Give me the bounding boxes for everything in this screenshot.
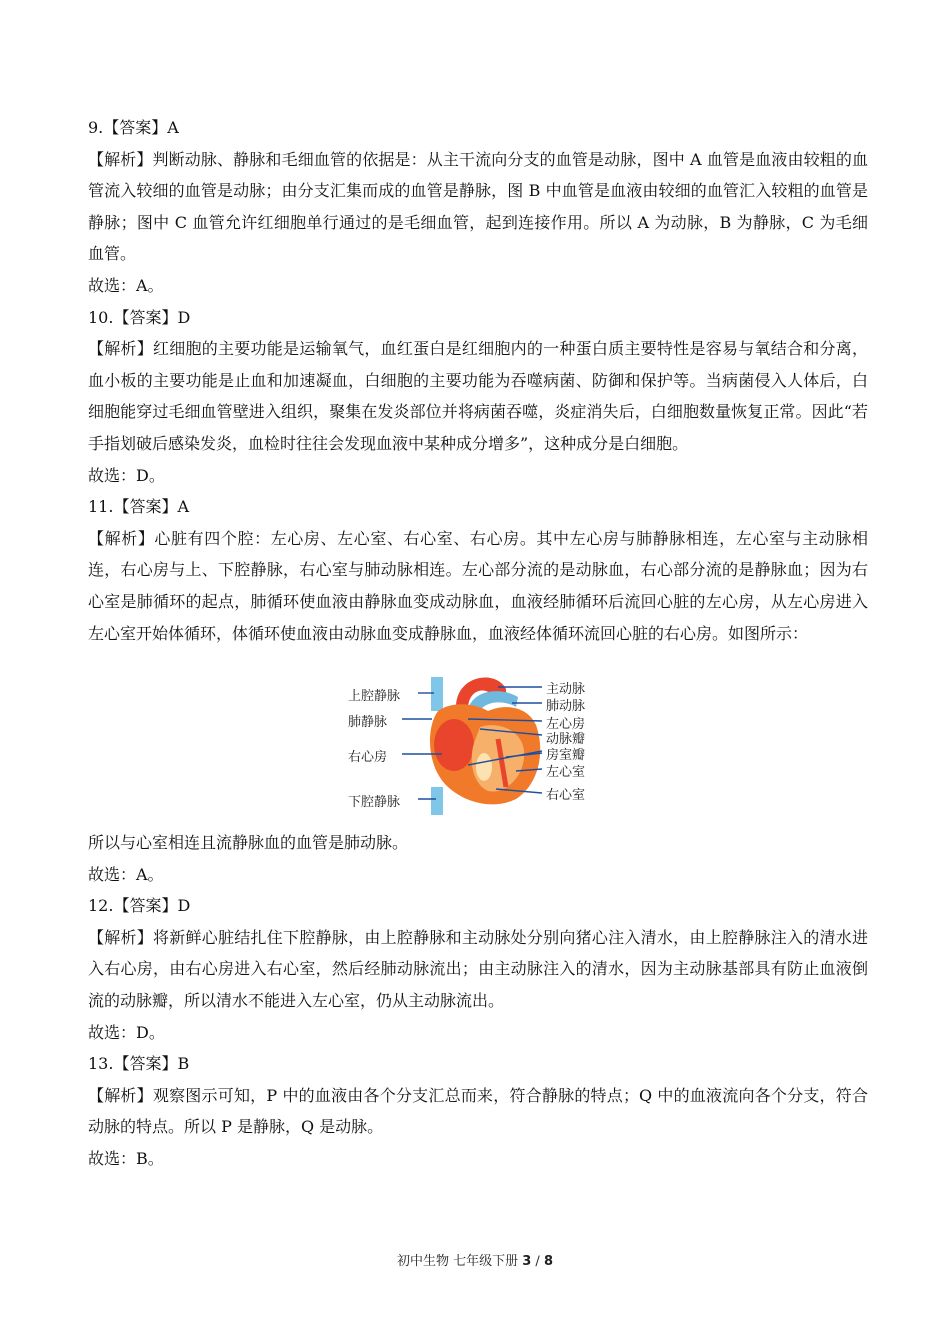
label-pv: 肺静脉: [348, 715, 388, 731]
superior-vena-cava-shape: [431, 677, 443, 711]
inferior-vena-cava-shape: [431, 787, 443, 815]
q10-choice: 故选：D。: [88, 465, 165, 485]
q11-choice: 故选：A。: [88, 864, 164, 884]
label-avv: 房室瓣: [546, 748, 586, 764]
q12-answer: 12.【答案】D: [88, 896, 191, 916]
right-atrium-shape: [434, 719, 474, 771]
q13-choice: 故选：B。: [88, 1149, 164, 1169]
label-ivc: 下腔静脉: [348, 795, 401, 811]
q12-choice: 故选：D。: [88, 1022, 165, 1042]
q10-analysis: 【解析】红细胞的主要功能是运输氧气，血红蛋白是红细胞内的一种蛋白质主要特性是容易与氧结合和分离，血小板的主要功能是止血和加速凝血，白细胞的主要功能为吞噬病菌、防御和保护等。当病菌侵入人体后，白细胞能穿过毛细血管壁进入组织，聚集在发炎部位并将病菌吞噬，炎症消失后，白细胞数量恢复正常。因此“若手指划破后感染发炎，血检时往往会发现血液中某种成分增多”，这种成分是白细胞。: [88, 339, 868, 453]
page-footer: [0, 1250, 950, 1269]
q13-answer: 13.【答案】B: [88, 1054, 190, 1074]
q13-analysis: 【解析】观察图示可知，P 中的血液由各个分支汇总而来，符合静脉的特点；Q 中的血液流向各个分支，符合动脉的特点。所以 P 是静脉，Q 是动脉。: [88, 1085, 868, 1137]
label-lv: 左心室: [546, 765, 586, 781]
heart-diagram: [348, 667, 616, 817]
footer-total: 8: [543, 1254, 553, 1269]
q9-analysis: 【解析】判断动脉、静脉和毛细血管的依据是：从主干流向分支的血管是动脉，图中 A 血管是血液由较粗的血管流入较细的血管是动脉；由分支汇集而成的血管是静脉，图 B 中血管是血液由较细的血管汇入较粗的血管是静脉；图中 C 血管允许红细胞单行通过的是毛细血管，起到连接作用。所以 A 为动脉，B 为静脉，C 为毛细血管。: [88, 149, 868, 264]
q12-analysis: 【解析】将新鲜心脏结扎住下腔静脉，由上腔静脉和主动脉处分别向猪心注入清水，由上腔静脉注入的清水进入右心房，由右心房进入右心室，然后经肺动脉流出；由主动脉注入的清水，因为主动脉基部具有防止血液倒流的动脉瓣，所以清水不能进入左心室，仍从主动脉流出。: [88, 927, 868, 1011]
valve-shape: [476, 753, 492, 781]
label-ra: 右心房: [348, 750, 388, 766]
q11-conclusion: 所以与心室相连且流静脉血的血管是肺动脉。: [88, 833, 409, 853]
q9-choice: 故选：A。: [88, 275, 164, 295]
answer-page: [88, 112, 868, 1175]
label-pa: 肺动脉: [546, 699, 586, 715]
label-la: 左心房: [546, 717, 586, 733]
q10-answer: 10.【答案】D: [88, 307, 191, 327]
q9-answer: 9.【答案】A: [88, 118, 179, 137]
label-aorta: 主动脉: [546, 682, 586, 698]
footer-title: 初中生物 七年级下册: [396, 1254, 523, 1269]
q11-analysis: 【解析】心脏有四个腔：左心房、左心室、右心室、右心房。其中左心房与肺静脉相连，左心室与主动脉相连，右心房与上、下腔静脉，右心室与肺动脉相连。左心部分流的是动脉血，右心部分流的是静脉血；因为右心室是肺循环的起点，肺循环使血液由静脉血变成动脉血，血液经肺循环后流回心脏的左心房，从左心房进入左心室开始体循环，体循环使血液由动脉血变成静脉血，血液经体循环流回心脏的右心房。如图所示：: [88, 528, 868, 643]
q11-answer: 11.【答案】A: [88, 497, 190, 517]
label-svc: 上腔静脉: [348, 689, 401, 705]
label-rv: 右心室: [546, 788, 586, 804]
footer-page: 3: [522, 1254, 532, 1269]
label-av: 动脉瓣: [546, 732, 586, 748]
footer-sep: /: [531, 1254, 544, 1269]
